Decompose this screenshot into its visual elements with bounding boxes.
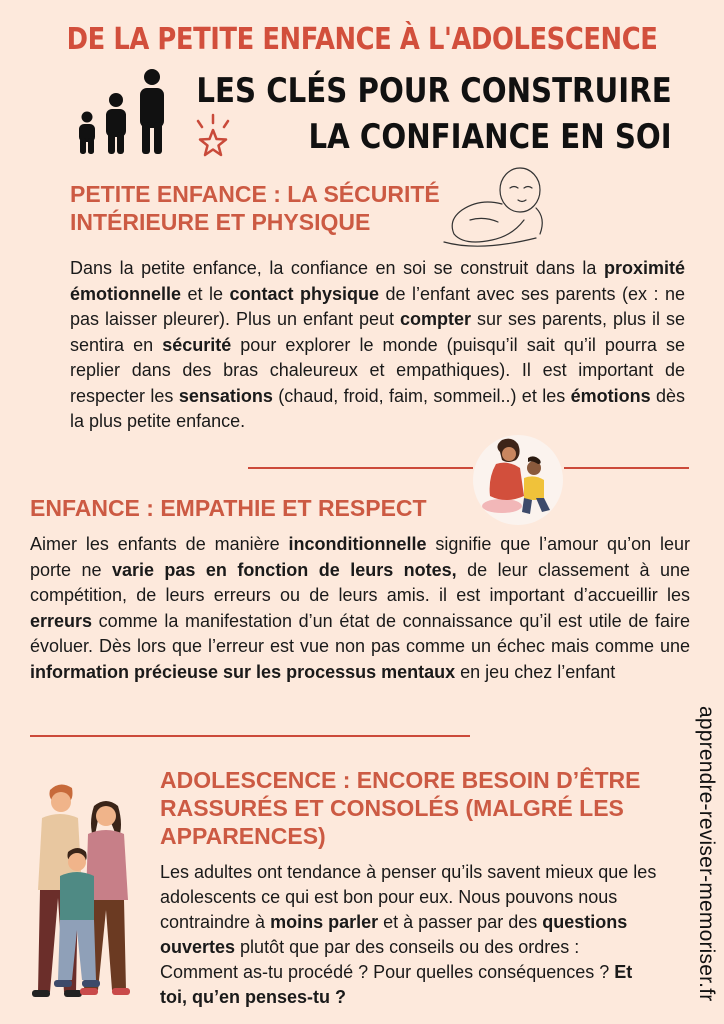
baby-sketch-icon (440, 160, 552, 252)
divider-2 (30, 735, 470, 737)
divider-1-left (248, 467, 473, 469)
section3-title-line-3: APPARENCES) (160, 823, 326, 849)
subtitle-line-1: LES CLÉS POUR CONSTRUIRE (196, 71, 672, 111)
divider-1-right (564, 467, 689, 469)
section2-paragraph: Aimer les enfants de manière inconditionnelle signifie que l’amour qu’on leur porte ne varie pas en fonction de leurs notes, de leur classement à une compétition, de leurs erreurs ou de leurs amis. il est important d’accueillir les erreurs comme la manifestation d’un état de connaissance qu’il est utile de faire évoluer. Dès lors que l’erreur est vue non pas comme un échec mais comme une information précieuse sur les processus mentaux en jeu chez l’enfant (30, 534, 690, 682)
section3-title-line-2: RASSURÉS ET CONSOLÉS (MALGRÉ LES (160, 795, 624, 821)
section3-paragraph: Les adultes ont tendance à penser qu’ils savent mieux que les adolescents ce qui est bon pour eux. Nous pouvons nous contraindre à moins parler et à passer par des questions ouvertes plutôt que par des conseils ou des ordres : Comment as-tu procédé ? Pour quelles conséquences ? Et toi, qu’en penses-tu ? (160, 862, 657, 1007)
section2-title: ENFANCE : EMPATHIE ET RESPECT (30, 495, 427, 521)
star-icon (190, 112, 236, 160)
section1-paragraph: Dans la petite enfance, la confiance en soi se construit dans la proximité émotionnelle et le contact physique de l’enfant avec ses parents (ex : ne pas laisser pleurer). Plus un enfant peut compter sur ses parents, plus il se sentira en sécurité pour explorer le monde (puisqu’il sait qu’il pourra se replier dans des bras chaleureux et empathiques). Il est important de respecter les sensations (chaud, froid, faim, sommeil..) et les émotions dès la plus petite enfance. (70, 258, 686, 431)
section3-title (160, 766, 680, 850)
website-text: apprendre-reviser-memoriser.fr (695, 706, 718, 1002)
section3-title-line-1: ADOLESCENCE : ENCORE BESOIN D’ÊTRE (160, 767, 641, 793)
section1-title-line-1: PETITE ENFANCE : LA SÉCURITÉ (70, 181, 440, 207)
subtitle (197, 68, 672, 160)
family-icon (76, 66, 168, 156)
main-title: DE LA PETITE ENFANCE À L'ADOLESCENCE (66, 22, 658, 57)
section1-title-line-2: INTÉRIEURE ET PHYSIQUE (70, 209, 371, 235)
family-illustration-icon (20, 780, 140, 1004)
section1-title (70, 180, 470, 236)
subtitle-line-2: LA CONFIANCE EN SOI (308, 117, 672, 157)
